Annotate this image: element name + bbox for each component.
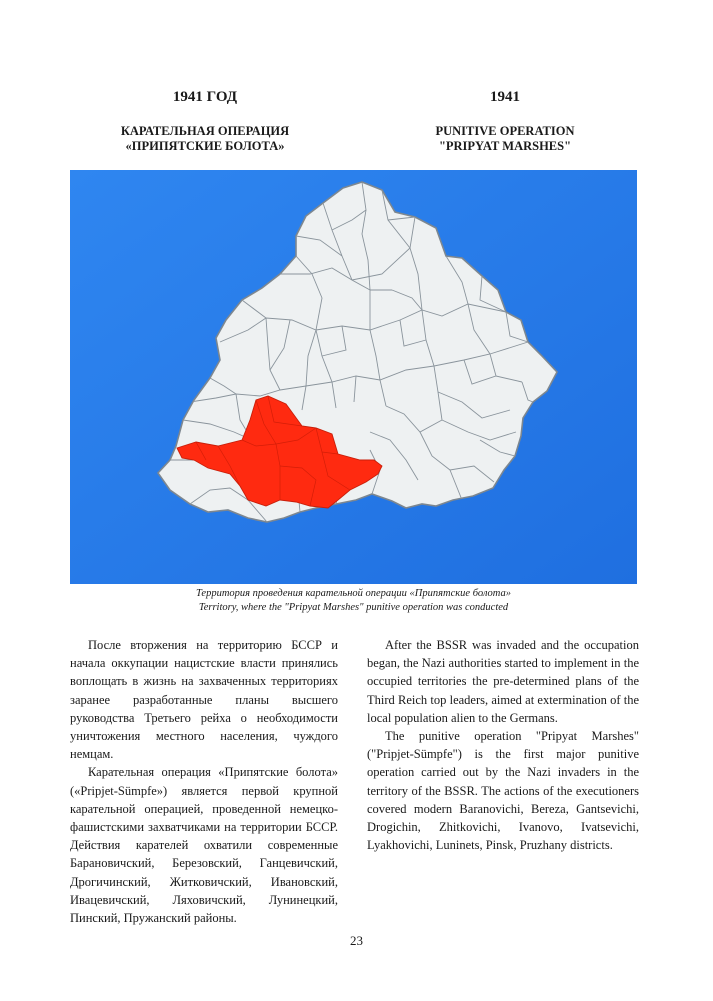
header-year-ru: 1941 ГОД: [172, 89, 238, 105]
body-text-ru: [70, 636, 338, 927]
operation-title-en-line2: "PRIPYAT MARSHES": [438, 139, 572, 153]
map-caption-ru: Территория проведения карательной операции «Припятские болота»: [195, 588, 512, 599]
page-number: 23: [350, 933, 363, 948]
belarus-map: [70, 170, 637, 584]
body-text-en: [367, 636, 639, 854]
operation-title-en: [372, 124, 638, 154]
map-caption: [70, 587, 637, 615]
map-caption-en: Territory, where the "Pripyat Marshes" punitive operation was conducted: [198, 602, 509, 613]
body-paragraph-en-2: The punitive operation "Pripyat Marshes" ("Pripjet-Sümpfe") is the first major punitive operation carried out by the Nazi invaders in the territory of the BSSR. The actions of the executioners covered modern Baranovichi, Bereza, Gantsevichi, Drogichin, Zhitkovichi, Ivanovo, Ivatsevichi, Lyakhovichi, Luninets, Pinsk, Pruzhany districts.: [367, 729, 639, 853]
body-paragraph-en-1: After the BSSR was invaded and the occupation began, the Nazi authorities started to implement in the occupied territories the pre-determined plans of the Third Reich top leaders, aimed at extermination of the local population alien to the Germans.: [367, 638, 639, 725]
operation-title-en-line1: PUNITIVE OPERATION: [435, 124, 575, 138]
body-paragraph-ru-1: После вторжения на территорию БССР и начала оккупации нацистские власти принялись воплощать в жизнь на захваченных территориях заранее разработанные планы высшего руководства Третьего рейха о необходимости уничтожения местного населения, чуждого немцам.: [70, 638, 338, 762]
operation-title-ru: [70, 124, 340, 154]
operation-title-ru-line2: «ПРИПЯТСКИЕ БОЛОТА»: [125, 139, 285, 153]
header-year-en: 1941: [490, 89, 520, 105]
body-paragraph-ru-2: Карательная операция «Припятские болота» («Pripjet-Sümpfe») является первой крупной карательной операцией, проведенной немецко-фашистскими захватчиками на территории БССР. Действия карателей охватили современные Барановичский, Березовский, Ганцевичский, Дрогичинский, Житковичский, Ивановский, Ивацевичский, Ляховичский, Лунинецкий, Пинский, Пружанский районы.: [70, 765, 338, 926]
operation-title-ru-line1: КАРАТЕЛЬНАЯ ОПЕРАЦИЯ: [120, 124, 290, 138]
